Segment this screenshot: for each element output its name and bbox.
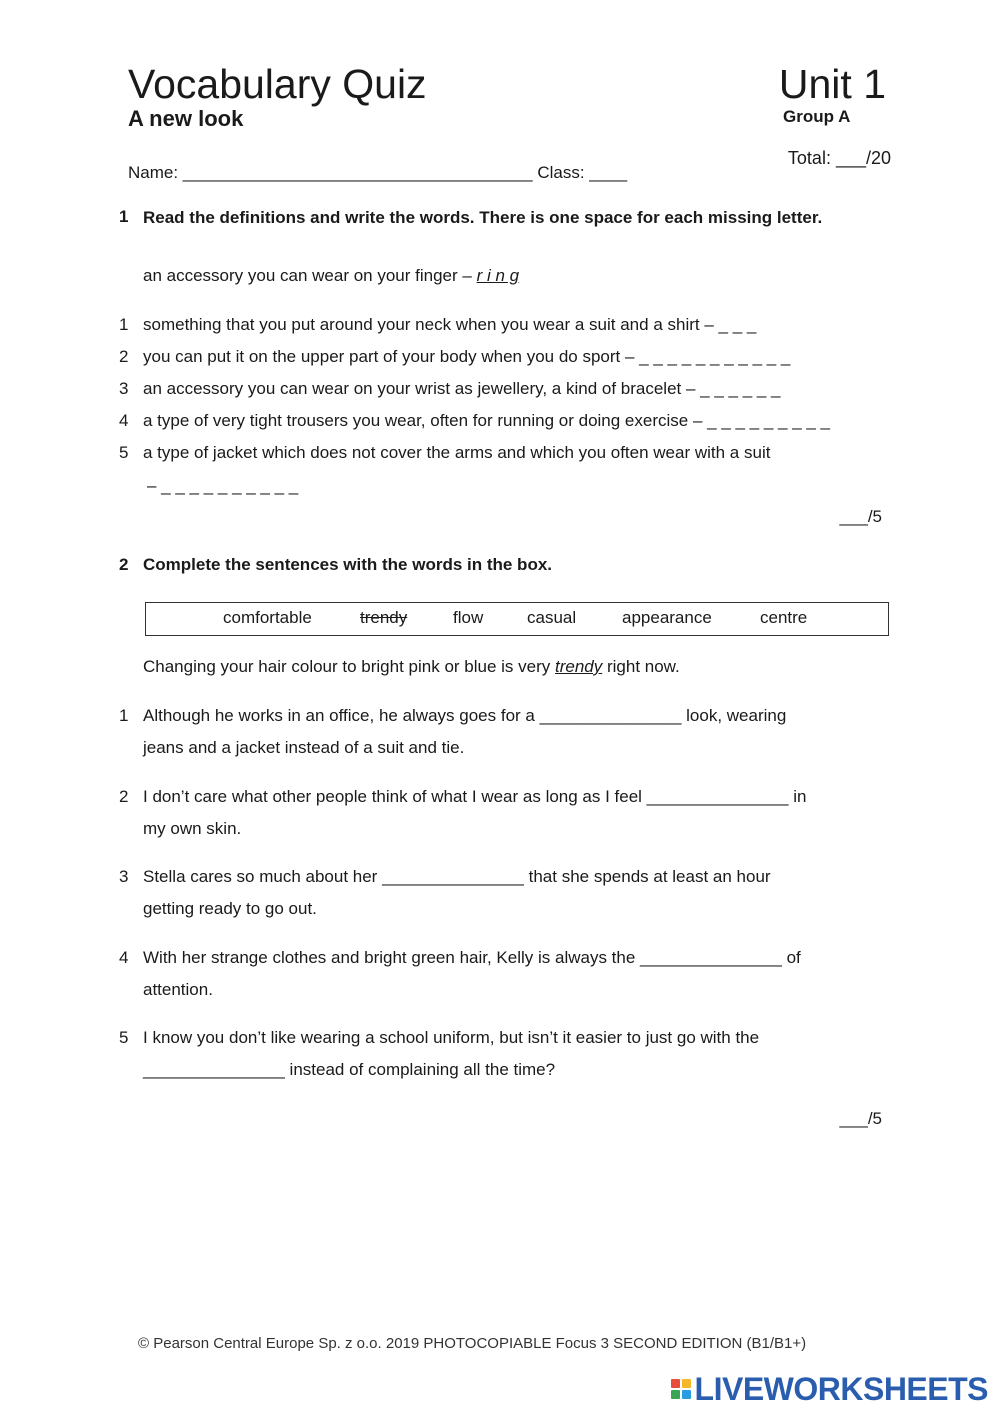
s2-item-line: Stella cares so much about her _______________ that she spends at least an hour (143, 867, 771, 886)
s1-item-number: 3 (119, 379, 129, 398)
liveworksheets-logo[interactable] (671, 1372, 988, 1406)
section-2-score: ___/5 (839, 1109, 882, 1128)
section-2-instruction: Complete the sentences with the words in the box. (143, 555, 553, 574)
section-1-example-prefix: an accessory you can wear on your finger – (143, 266, 477, 285)
section-2-example-answer: trendy (555, 657, 603, 676)
s1-item-number: 5 (119, 443, 129, 462)
section-1-number: 1 (119, 207, 129, 226)
s2-item-line: my own skin. (143, 819, 242, 838)
s1-item-text: you can put it on the upper part of your body when you do sport – _ _ _ _ _ _ _ _ _ _ _ (143, 347, 791, 366)
word-trendy-crossed: trendy (360, 608, 408, 627)
s2-item-number: 1 (119, 706, 129, 725)
s2-item-line: getting ready to go out. (143, 899, 317, 918)
s1-item-number: 4 (119, 411, 129, 430)
section-2-number: 2 (119, 555, 129, 574)
section-1-example-answer: r i n g (476, 266, 520, 285)
s1-item-text: an accessory you can wear on your wrist as jewellery, a kind of bracelet – _ _ _ _ _ _ (143, 379, 781, 398)
liveworksheets-logo-text: LIVEWORKSHEETS (694, 1370, 988, 1407)
s2-item-line: Although he works in an office, he always goes for a _______________ look, wearing (143, 706, 787, 725)
s2-item-line: I know you don’t like wearing a school uniform, but isn’t it easier to just go with the (143, 1028, 760, 1047)
section-2-example-prefix: Changing your hair colour to bright pink or blue is very (143, 657, 555, 676)
liveworksheets-icon (671, 1379, 691, 1399)
word-box (145, 602, 889, 636)
word-appearance: appearance (622, 608, 712, 627)
s2-item-number: 4 (119, 948, 129, 967)
total-score: Total: ___/20 (787, 148, 891, 168)
page-title: Vocabulary Quiz (128, 61, 427, 107)
section-1-instruction: Read the definitions and write the words. There is one space for each missing letter. (143, 208, 823, 227)
word-casual: casual (527, 608, 577, 627)
s1-item-number: 2 (119, 347, 129, 366)
s1-item-text: a type of jacket which does not cover the arms and which you often wear with a suit (143, 443, 771, 462)
word-comfortable: comfortable (223, 608, 312, 627)
s2-item-line: _______________ instead of complaining all the time? (143, 1060, 556, 1079)
s2-item-line: With her strange clothes and bright green hair, Kelly is always the _______________ of (143, 948, 801, 967)
s2-item-line: I don’t care what other people think of what I wear as long as I feel _______________ in (143, 787, 807, 806)
s2-item-number: 5 (119, 1028, 129, 1047)
word-flow: flow (453, 608, 484, 627)
s1-item-number: 1 (119, 315, 129, 334)
section-2-example-suffix: right now. (602, 657, 680, 676)
s2-item-number: 3 (119, 867, 129, 886)
page-subtitle: A new look (128, 106, 244, 131)
name-class-line: Name: _____________________________________ Class: ____ (128, 163, 628, 182)
word-centre: centre (760, 608, 808, 627)
section-1-score: ___/5 (839, 507, 882, 526)
group-label: Group A (783, 107, 851, 126)
s1-item-text: something that you put around your neck when you wear a suit and a shirt – _ _ _ (143, 315, 757, 334)
unit-label: Unit 1 (778, 61, 886, 107)
s2-item-number: 2 (119, 787, 129, 806)
s2-item-line: jeans and a jacket instead of a suit and tie. (143, 738, 465, 757)
s2-item-line: attention. (143, 980, 213, 999)
s1-item-text: a type of very tight trousers you wear, often for running or doing exercise – _ _ _ _ _ _ _ _ _ (143, 411, 831, 430)
section-1-example (143, 266, 519, 286)
s1-item-5-answer-line: – _ _ _ _ _ _ _ _ _ _ (147, 476, 299, 495)
section-2-example (143, 657, 680, 677)
copyright-footer: © Pearson Central Europe Sp. z o.o. 2019 PHOTOCOPIABLE Focus 3 SECOND EDITION (B1/B1+) (138, 1335, 807, 1352)
